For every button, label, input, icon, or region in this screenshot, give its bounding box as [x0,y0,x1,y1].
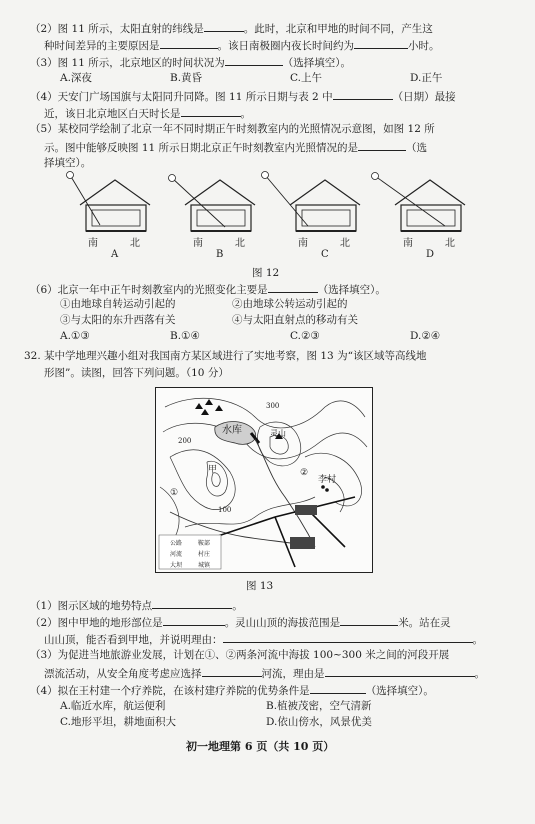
q32-item3-line2 [44,666,485,681]
option-d[interactable]: D.依山傍水，风景优美 [266,716,372,728]
text: （6）北京一年中正午时刻教室内的光照变化主要是 [30,284,268,296]
statement-3: ③与太阳的东升西落有关 [60,314,176,326]
option-c[interactable]: C.②③ [290,330,320,342]
text: 。 [472,634,483,646]
text: 小时。 [408,40,440,52]
map-river-2-label: ② [300,468,309,478]
text: 河流，理由是 [261,668,325,680]
map-village-label: 李村 [318,475,337,485]
house-a [70,175,150,231]
answer-blank[interactable] [358,140,406,151]
figure-12-caption: 图 12 [252,267,280,279]
q31-item3-line [30,55,351,70]
option-a[interactable]: A.深夜 [60,72,92,84]
q31-item2-line2 [44,38,440,53]
option-d[interactable]: D.正午 [410,72,443,84]
text: （选择填空）。 [365,685,434,697]
sun-icon [67,172,74,179]
statement-2: ②由地球公转运动引起的 [232,298,348,310]
map-contour-200: 200 [178,437,192,445]
q31-item6-line [30,282,386,297]
text: 。该日南极圈内夜长时间约为 [217,40,354,52]
text: （选择填空）。 [317,284,386,296]
house-b [172,178,255,231]
q32-item4-line [30,683,434,698]
house-c [265,175,360,231]
option-b[interactable]: B.植被茂密，空气清新 [266,700,372,712]
house-a-north: 北 [130,238,140,249]
answer-blank[interactable] [340,615,398,626]
legend-village: 村庄 [198,551,211,558]
map-river-1-label: ① [170,488,179,498]
option-b[interactable]: B.黄昏 [170,72,203,84]
house-c-label: C [321,249,329,260]
statement-1: ①由地球自转运动引起的 [60,298,176,310]
house-d-south: 南 [403,238,413,249]
answer-blank[interactable] [163,615,225,626]
q31-item4-line1 [30,89,456,104]
figure-12 [60,170,490,260]
sun-icon [262,172,269,179]
answer-blank[interactable] [223,632,473,643]
text: （日期）最接 [392,91,456,103]
q31-item5-line2 [44,140,427,155]
text: 种时间差异的主要原因是 [44,40,160,52]
q32-line2: 形图”。读图，回答下列问题。（10 分） [44,367,229,379]
text: （选择填空）。 [282,57,351,69]
house-d-north: 北 [445,238,455,249]
q32-line1: 32. 某中学地理兴趣小组对我国南方某区域进行了实地考察，图 13 为“该区域等高线地 [24,350,427,362]
q31-item4-line2 [44,106,251,121]
text: 。 [232,600,243,612]
text: （2）图中甲地的地形部位是 [30,617,163,629]
answer-blank[interactable] [204,21,244,32]
legend-saddle: 鞍部 [198,540,211,547]
village-icon [321,485,325,489]
town [290,537,315,549]
answer-blank[interactable] [310,683,366,694]
sun-icon [372,173,379,180]
house-b-north: 北 [235,238,245,249]
house-c-north: 北 [340,238,350,249]
text: 。此时，北京和甲地的时间不同，产生这 [243,23,433,35]
house-d [375,176,465,231]
legend-dam: 大坝 [170,562,183,569]
answer-blank[interactable] [354,38,408,49]
answer-blank[interactable] [268,282,318,293]
page-footer: 初一地理第 6 页（共 10 页） [186,740,335,753]
map-mountain-label: 灵山 [270,429,286,438]
q32-item1-line [30,598,243,613]
option-c[interactable]: C.地形平坦，耕地面积大 [60,716,176,728]
text: （选 [406,142,428,154]
q31-item2-line1 [30,21,433,36]
text: 。灵山山顶的海拔范围是 [224,617,341,629]
answer-blank[interactable] [152,598,232,609]
q32-item3-line1: （3）为促进当地旅游业发展，计划在①、②两条河流中海拔 100~300 米之间的河段开展 [30,649,450,661]
q31-item5-line3: 择填空）。 [44,157,92,169]
house-c-south: 南 [298,238,308,249]
map-reservoir-label: 水库 [222,425,242,436]
legend-town: 城镇 [198,562,211,569]
map-jia-label: 甲 [208,465,218,475]
answer-blank[interactable] [202,666,262,677]
q32-item2-line2 [44,632,483,647]
town [295,505,317,515]
house-d-label: D [426,249,435,260]
legend-river: 河流 [170,551,183,558]
village-icon [325,488,329,492]
answer-blank[interactable] [325,666,475,677]
answer-blank[interactable] [160,38,218,49]
text: （4）拟在王村建一个疗养院，在该村建疗养院的优势条件是 [30,685,310,697]
q32-item2-line1 [30,615,451,630]
house-a-label: A [111,249,119,260]
legend-box [159,535,221,569]
text: （4）天安门广场国旗与太阳同升同降。图 11 所示日期与表 2 中 [30,91,333,103]
option-a[interactable]: A.①③ [60,330,90,342]
text: 近，该日北京地区白天时长是 [44,108,181,120]
q31-item5-line1: （5）某校同学绘制了北京一年不同时期正午时刻教室内的光照情况示意图，如图 12 所 [30,123,435,135]
figure-13-caption: 图 13 [246,580,274,592]
option-d[interactable]: D.②④ [410,330,441,342]
house-a-south: 南 [88,238,98,249]
answer-blank[interactable] [225,55,283,66]
text: 示。图中能够反映图 11 所示日期北京正午时刻教室内光照情况的是 [44,142,359,154]
map-contour-300: 300 [266,402,280,410]
text: （3）图 11 所示，北京地区的时间状况为 [30,57,225,69]
answer-blank[interactable] [333,89,393,100]
legend-road: 公路 [170,540,183,547]
house-b-south: 南 [193,238,203,249]
answer-blank[interactable] [181,106,241,117]
statement-4: ④与太阳直射点的移动有关 [232,314,358,326]
figure-13-map [155,387,373,573]
sun-icon [169,175,176,182]
option-b[interactable]: B.①④ [170,330,200,342]
text: 。 [474,668,485,680]
text: （2）图 11 所示，太阳直射的纬线是 [30,23,204,35]
text: 米。站在灵 [398,617,451,629]
map-contour-100: 100 [218,506,232,514]
option-c[interactable]: C.上午 [290,72,322,84]
text: 漂流活动，从安全角度考虑应选择 [44,668,202,680]
text: 山山顶，能否看到甲地，并说明理由： [44,634,223,646]
text: 。 [240,108,251,120]
option-a[interactable]: A.临近水库，航运便利 [60,700,166,712]
house-b-label: B [216,249,224,260]
text: （1）图示区域的地势特点 [30,600,153,612]
